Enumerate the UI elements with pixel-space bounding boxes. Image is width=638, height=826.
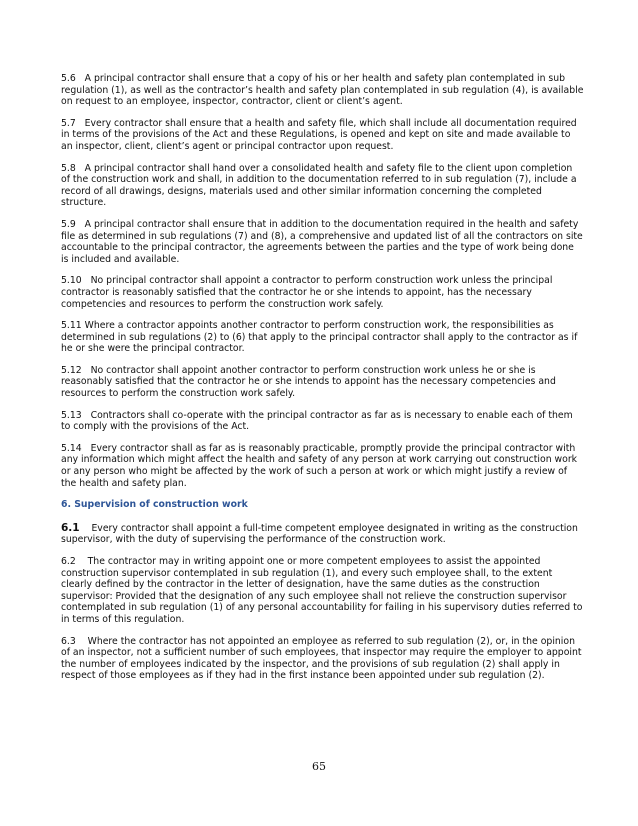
clause-text: Every contractor shall as far as is reasonably practicable, promptly provide the principal contractor with any information which might affect the health and safety of any person at work carrying out construction work or any person who might be affected by the work of such a person at work or which might justify a review of the health and safety plan. <box>61 442 578 489</box>
paragraph-5-12 <box>61 365 584 400</box>
paragraph-5-11 <box>61 320 584 355</box>
paragraph-6-2 <box>61 556 584 626</box>
clause-text: A principal contractor shall hand over a consolidated health and safety file to the client upon completion of the construction work and shall, in addition to the documentation referred to in sub regulation (7), include a record of all drawings, designs, materials used and other similar information concerning the completed structure. <box>61 162 577 209</box>
paragraph-6-3 <box>61 636 584 682</box>
clause-number: 5.10 <box>61 275 82 287</box>
paragraph-5-10 <box>61 275 584 310</box>
clause-text: Where the contractor has not appointed an employee as referred to sub regulation (2), or, in the opinion of an inspector, not a sufficient number of such employees, that inspector may require the employer to appoint the number of employees indicated by the inspector, and the provisions of sub regulation (2) shall apply in respect of those employees as if they had in the first instance been appointed under sub regulation (2). <box>61 635 582 682</box>
clause-number: 6.2 <box>61 556 76 567</box>
clause-number: 5.11 <box>61 320 82 332</box>
clause-text: Contractors shall co-operate with the principal contractor as far as is necessary to enable each of them to comply with the provisions of the Act. <box>61 409 573 433</box>
clause-text: Every contractor shall ensure that a health and safety file, which shall include all documentation required in terms of the provisions of the Act and these Regulations, is opened and kept on site and made available to an inspector, client, client’s agent or principal contractor upon request. <box>61 117 577 152</box>
paragraph-5-8 <box>61 163 584 209</box>
clause-text: No principal contractor shall appoint a contractor to perform construction work unless the principal contractor is reasonably satisfied that the contractor he or she intends to appoint, has the necessary competencies and resources to perform the construction work safely. <box>61 275 553 310</box>
paragraph-5-6 <box>61 73 584 108</box>
clause-text: No contractor shall appoint another contractor to perform construction work unless he or she is reasonably satisfied that the contractor he or she intends to appoint has the necessary competencies and resources to perform the construction work safely. <box>61 364 556 400</box>
paragraph-5-9 <box>61 219 584 265</box>
clause-text: A principal contractor shall ensure that a copy of his or her health and safety plan contemplated in sub regulation (1), as well as the contractor’s health and safety plan contemplated in sub regulation (4), is available on request to an employee, inspector, contractor, client or client’s agent. <box>61 73 584 108</box>
paragraph-6-1 <box>61 523 584 546</box>
clause-text: Every contractor shall appoint a full-time competent employee designated in writing as the construction supervisor, with the duty of supervising the performance of the construction work. <box>61 522 578 546</box>
paragraph-5-13 <box>61 410 584 433</box>
paragraph-5-14 <box>61 443 584 489</box>
clause-text: Where a contractor appoints another contractor to perform construction work, the responsibilities as determined in sub regulations (2) to (6) that apply to the principal contractor shall apply to the contractor as if he or she were the principal contractor. <box>61 320 578 355</box>
clause-number: 5.8 <box>61 162 76 174</box>
clause-text: The contractor may in writing appoint one or more competent employees to assist the appointed construction supervisor contemplated in sub regulation (1), and every such employee shall, to the extent clearly defined by the contractor in the letter of designation, have the same duties as the construction supervisor: Provided that the designation of any such employee shall not relieve the construction supervisor contemplated in sub regulation (1) of any personal accountability for failing in his supervisory duties referred to in terms of this regulation. <box>61 556 583 625</box>
paragraph-5-7 <box>61 118 584 153</box>
clause-number: 5.12 <box>61 364 82 376</box>
page-number: 65 <box>312 760 326 773</box>
clause-number: 5.14 <box>61 442 82 454</box>
clause-number: 6.1 <box>61 521 80 534</box>
clause-number: 5.6 <box>61 73 76 84</box>
clause-number: 5.9 <box>61 218 76 230</box>
clause-number: 5.13 <box>61 409 82 421</box>
clause-text: A principal contractor shall ensure that in addition to the documentation required in the health and safety file as determined in sub regulations (7) and (8), a comprehensive and updated list of all the contractors on site accountable to the principal contractor, the agreements between the parties and the type of work being done is included and available. <box>61 218 583 265</box>
clause-number: 6.3 <box>61 635 76 647</box>
section-heading: 6. Supervision of construction work <box>61 499 248 511</box>
clause-number: 5.7 <box>61 117 76 129</box>
